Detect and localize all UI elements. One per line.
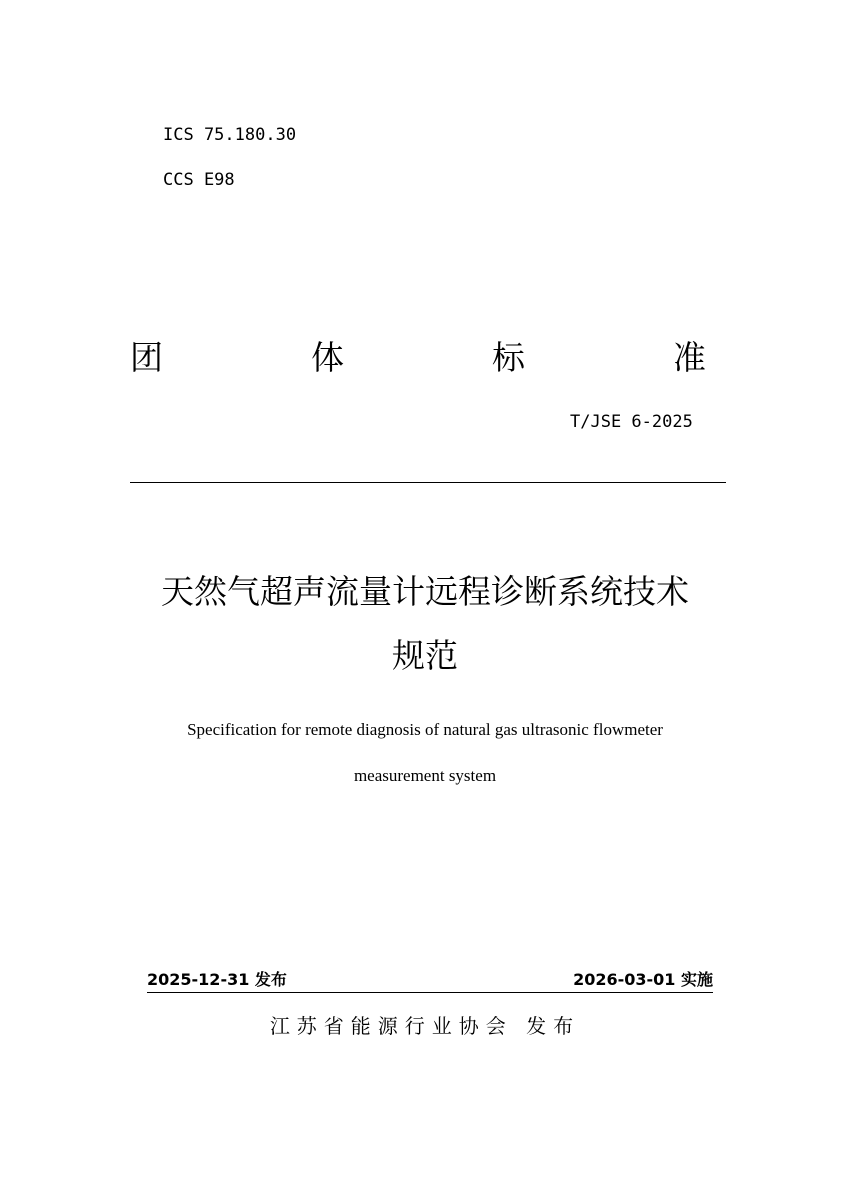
publisher: 江苏省能源行业协会 发布 xyxy=(269,1014,581,1038)
standard-type-char-1: 团 xyxy=(130,338,163,377)
standard-number: T/JSE 6-2025 xyxy=(570,412,693,432)
chinese-title xyxy=(110,560,740,688)
standard-type-char-2: 体 xyxy=(311,338,344,377)
implement-date: 2026-03-01 实施 xyxy=(573,970,713,989)
english-title xyxy=(110,707,740,799)
date-bar xyxy=(147,968,713,993)
header-divider xyxy=(130,482,726,483)
standard-type-char-4: 准 xyxy=(673,338,706,377)
standard-type-heading xyxy=(130,338,706,378)
ccs-code: CCS E98 xyxy=(163,170,235,190)
chinese-title-line-1: 天然气超声流量计远程诊断系统技术 xyxy=(161,572,689,611)
publish-date: 2025-12-31 发布 xyxy=(147,970,287,989)
ics-code: ICS 75.180.30 xyxy=(163,125,297,145)
english-title-line-1: Specification for remote diagnosis of natural gas ultrasonic flowmeter xyxy=(187,720,663,739)
standard-type-char-3: 标 xyxy=(492,338,525,377)
english-title-line-2: measurement system xyxy=(353,766,497,785)
chinese-title-line-2: 规范 xyxy=(392,636,458,675)
